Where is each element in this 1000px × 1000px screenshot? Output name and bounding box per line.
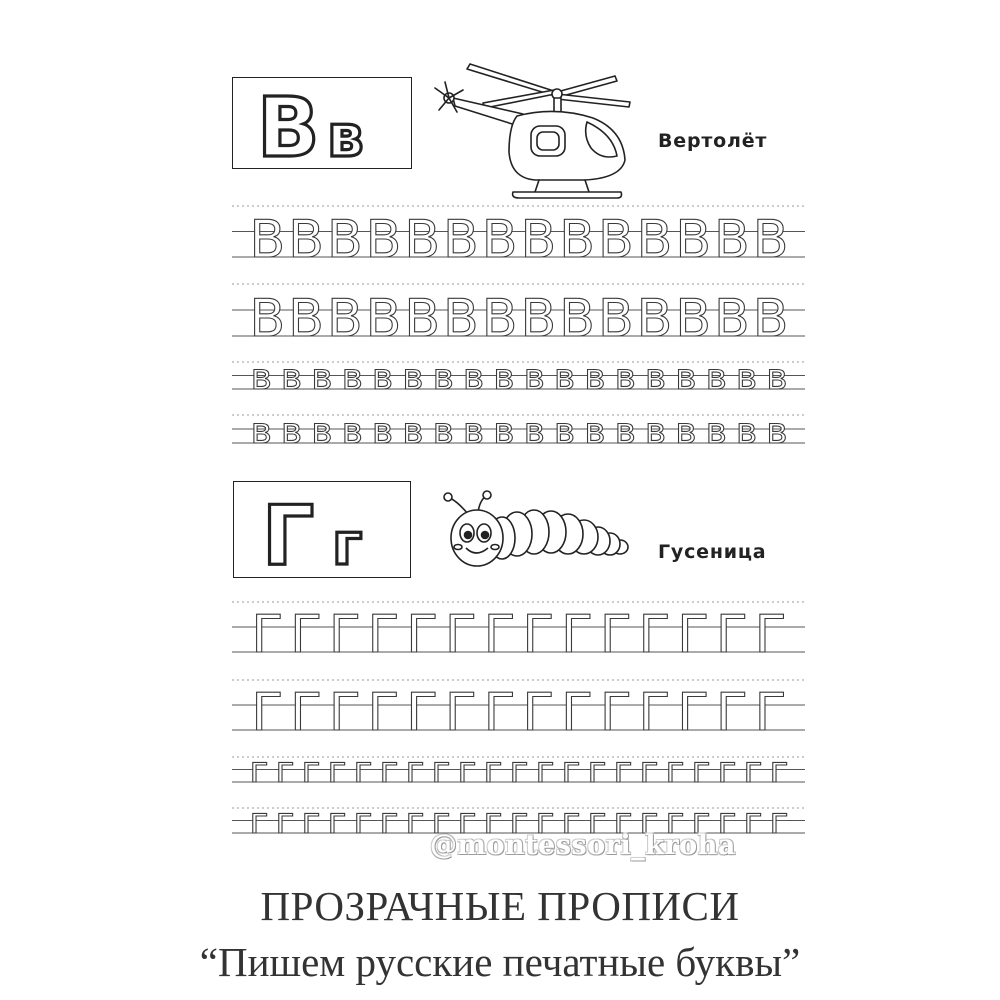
trace-letter: в [735, 357, 758, 398]
trace-letter: г [301, 750, 321, 791]
trace-letter: в [462, 411, 485, 452]
trace-letter: г [561, 750, 581, 791]
trace-letter: в [250, 357, 272, 398]
footer-title: ПРОЗРАЧНЫЕ ПРОПИСИ [260, 883, 740, 929]
trace-letter: г [483, 750, 503, 791]
trace-letter: В [365, 289, 402, 349]
trace-letter: В [249, 289, 286, 349]
trace-letter: В [520, 210, 557, 270]
trace-letter: г [561, 801, 581, 842]
trace-letter: в [644, 357, 667, 398]
trace-letter: Г [638, 683, 671, 743]
trace-letter: В [288, 289, 324, 349]
word-label-g: Гусеница [658, 541, 767, 563]
trace-letter: в [493, 357, 515, 398]
trace-letter: в [523, 411, 545, 452]
trace-letter: Г [716, 683, 748, 743]
trace-letter: В [404, 289, 441, 349]
trace-letter: г [639, 750, 659, 791]
trace-letter: г [717, 750, 737, 791]
trace-letter: в [705, 411, 727, 452]
trace-letter: г [249, 801, 269, 842]
trace-letter: г [457, 801, 477, 842]
trace-letter: в [462, 357, 485, 398]
trace-letter: Г [251, 605, 284, 665]
trace-letter: В [675, 289, 712, 349]
trace-letter: г [353, 801, 373, 842]
trace-letter: г [327, 801, 347, 842]
trace-letter: в [675, 357, 697, 398]
trace-letter: г [717, 801, 737, 842]
trace-letter: Г [599, 605, 632, 665]
trace-letter: в [644, 411, 667, 452]
trace-letter: в [371, 411, 394, 452]
trace-letter: г [405, 801, 425, 842]
trace-letter: Г [677, 605, 710, 665]
trace-letter: г [743, 750, 763, 791]
trace-letter: г [613, 750, 633, 791]
trace-letter: Г [522, 605, 555, 665]
trace-letter: Г [367, 605, 400, 665]
trace-letter: В [636, 289, 673, 349]
trace-letter: Г [406, 683, 439, 743]
trace-letter: Г [754, 605, 787, 665]
trace-letter: в [402, 357, 424, 398]
trace-letter: г [509, 801, 529, 842]
trace-letter: Г [445, 605, 477, 665]
trace-letter: г [769, 801, 789, 842]
trace-letter: г [379, 750, 399, 791]
lowercase-letter: в [327, 102, 364, 170]
trace-letter: в [280, 411, 303, 452]
uppercase-letter: В [257, 81, 320, 170]
trace-letter: г [535, 801, 555, 842]
trace-letter: г [431, 750, 451, 791]
trace-letter: Г [290, 683, 322, 743]
lowercase-letter: г [332, 510, 363, 578]
trace-letter: в [735, 411, 758, 452]
footer-subtitle: “Пишем русские печатные буквы” [199, 939, 801, 985]
watermark: @montessori_kroha [430, 830, 736, 861]
trace-letter: Г [328, 683, 361, 743]
trace-letter: в [766, 357, 788, 398]
trace-letter: г [301, 801, 321, 842]
trace-letter: в [341, 357, 363, 398]
trace-letter: г [743, 801, 763, 842]
trace-letter: в [311, 357, 333, 398]
trace-letter: в [614, 411, 636, 452]
trace-letter: г [587, 750, 607, 791]
trace-letter: Г [754, 683, 787, 743]
trace-letter: г [379, 801, 399, 842]
trace-letter: г [639, 801, 659, 842]
trace-letter: в [402, 411, 424, 452]
trace-letter: г [405, 750, 425, 791]
trace-letter: г [249, 750, 269, 791]
trace-letter: г [665, 750, 685, 791]
trace-letter: в [614, 357, 636, 398]
uppercase-letter: Г [262, 489, 315, 579]
trace-letter: в [432, 411, 454, 452]
trace-letter: В [714, 210, 750, 270]
trace-letter: г [431, 801, 451, 842]
trace-letter: в [250, 411, 272, 452]
trace-letter: в [553, 357, 576, 398]
trace-letter: в [371, 357, 394, 398]
trace-letter: В [752, 289, 789, 349]
trace-letter: В [326, 289, 363, 349]
trace-letter: г [535, 750, 555, 791]
trace-letter: В [249, 210, 286, 270]
trace-letter: Г [561, 683, 593, 743]
trace-letter: г [691, 801, 711, 842]
trace-letter: г [587, 801, 607, 842]
trace-letter: В [365, 210, 402, 270]
trace-letter: в [766, 411, 788, 452]
trace-letter: г [353, 750, 373, 791]
trace-letter: В [443, 289, 479, 349]
trace-letter: В [559, 210, 595, 270]
trace-letter: в [705, 357, 727, 398]
trace-letter: Г [251, 683, 284, 743]
trace-letter: В [714, 289, 750, 349]
trace-letter: г [483, 801, 503, 842]
trace-letter: В [636, 210, 673, 270]
trace-letter: В [404, 210, 441, 270]
trace-letter: Г [406, 605, 439, 665]
trace-letter: Г [483, 683, 516, 743]
trace-letter: в [432, 357, 454, 398]
trace-letter: Г [522, 683, 555, 743]
trace-letter: г [665, 801, 685, 842]
trace-letter: в [493, 411, 515, 452]
trace-letter: г [275, 801, 295, 842]
trace-letter: В [597, 210, 634, 270]
trace-letter: г [613, 801, 633, 842]
trace-letter: г [769, 750, 789, 791]
trace-letter: Г [716, 605, 748, 665]
trace-letter: В [288, 210, 324, 270]
trace-letter: В [326, 210, 363, 270]
trace-letter: Г [599, 683, 632, 743]
trace-letter: в [584, 357, 606, 398]
trace-letter: в [523, 357, 545, 398]
trace-letter: В [752, 210, 789, 270]
trace-letter: Г [367, 683, 400, 743]
trace-letter: В [481, 210, 518, 270]
trace-letter: г [509, 750, 529, 791]
trace-letter: В [597, 289, 634, 349]
trace-letter: г [327, 750, 347, 791]
trace-letter: В [559, 289, 595, 349]
word-label-v: Вертолёт [658, 130, 768, 152]
trace-letter: в [553, 411, 576, 452]
trace-letter: в [341, 411, 363, 452]
trace-letter: Г [328, 605, 361, 665]
trace-letter: г [275, 750, 295, 791]
trace-letter: Г [638, 605, 671, 665]
trace-letter: В [443, 210, 479, 270]
trace-letter: Г [445, 683, 477, 743]
trace-letter: Г [561, 605, 593, 665]
trace-letter: в [584, 411, 606, 452]
trace-letter: Г [290, 605, 322, 665]
trace-letter: В [481, 289, 518, 349]
trace-letter: в [311, 411, 333, 452]
trace-letter: В [675, 210, 712, 270]
trace-letter: Г [483, 605, 516, 665]
trace-letter: В [520, 289, 557, 349]
trace-letter: г [457, 750, 477, 791]
trace-letter: г [691, 750, 711, 791]
trace-letter: Г [677, 683, 710, 743]
trace-letter: в [280, 357, 303, 398]
trace-letter: в [675, 411, 697, 452]
